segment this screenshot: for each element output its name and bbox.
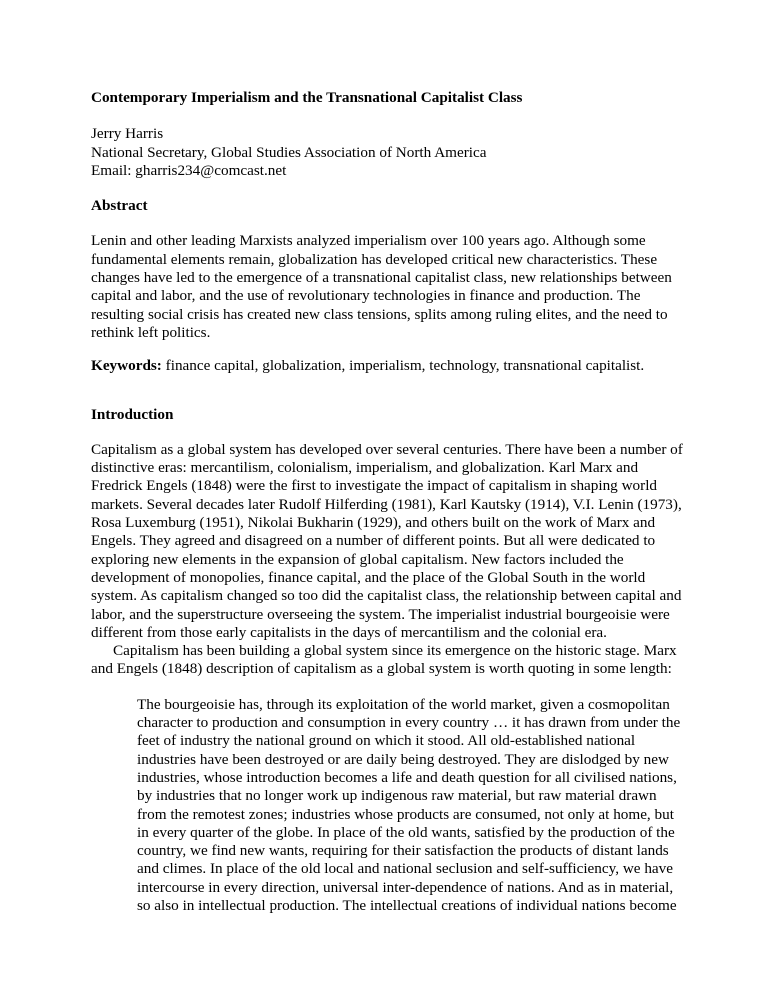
author-name: Jerry Harris (91, 125, 164, 143)
abstract-paragraph: Lenin and other leading Marxists analyzed imperialism over 100 years ago. Although some fundamental elements remain, globalization has developed critical new characteristics. These changes have led to the emergence of a transnational capitalist class, new relationships between capital and labor, and the use of revolutionary technologies in finance and production. The resulting social crisis has created new class tensions, splits among ruling elites, and the need to rethink left politics. (91, 232, 672, 341)
abstract-heading: Abstract (91, 197, 148, 215)
introduction-heading: Introduction (91, 405, 174, 423)
author-email: Email: gharris234@comcast.net (91, 161, 287, 179)
keywords-text: finance capital, globalization, imperialism, technology, transnational capitalist. (161, 357, 645, 375)
introduction-paragraph-2: Capitalism has been building a global system since its emergence on the historic stage. Marx and Engels (1848) description of capitalism as a global system is worth quoting in some length: (91, 642, 677, 678)
author-block (91, 125, 683, 180)
keywords-label: Keywords: (91, 357, 162, 375)
author-affiliation: National Secretary, Global Studies Association of North America (91, 143, 487, 161)
paper-title: Contemporary Imperialism and the Transnational Capitalist Class (91, 89, 523, 106)
keywords-line (91, 357, 683, 375)
marx-engels-block-quote: The bourgeoisie has, through its exploitation of the world market, given a cosmopolitan character to production and consumption in every country … it has drawn from under the feet of industry the national ground on which it stood. All old-established national industries have been destroyed or are daily being destroyed. They are dislodged by new industries, whose introduction becomes a life and death question for all civilised nations, by industries that no longer work up indigenous raw material, but raw material drawn from the remotest zones; industries whose products are consumed, not only at home, but in every quarter of the globe. In place of the old wants, satisfied by the production of the country, we find new wants, requiring for their satisfaction the products of distant lands and climes. In place of the old local and national seclusion and self-sufficiency, we have intercourse in every direction, universal inter-dependence of nations. And as in material, so also in intellectual production. The intellectual creations of individual nations become (137, 695, 681, 914)
introduction-paragraph-1: Capitalism as a global system has developed over several centuries. There have been a number of distinctive eras: mercantilism, colonialism, imperialism, and globalization. Karl Marx and Fredrick Engels (1848) were the first to investigate the impact of capitalism in shaping world markets. Several decades later Rudolf Hilferding (1981), Karl Kautsky (1914), V.I. Lenin (1973), Rosa Luxemburg (1951), Nikolai Bukharin (1929), and others built on the work of Marx and Engels. They agreed and disagreed on a number of different points. But all were dedicated to exploring new elements in the expansion of global capitalism. New factors included the development of monopolies, finance capital, and the place of the Global South in the world system. As capitalism changed so too did the capitalist class, the relationship between capital and labor, and the superstructure overseeing the system. The imperialist industrial bourgeoisie were different from those early capitalists in the days of mercantilism and the colonial era. (91, 440, 683, 641)
